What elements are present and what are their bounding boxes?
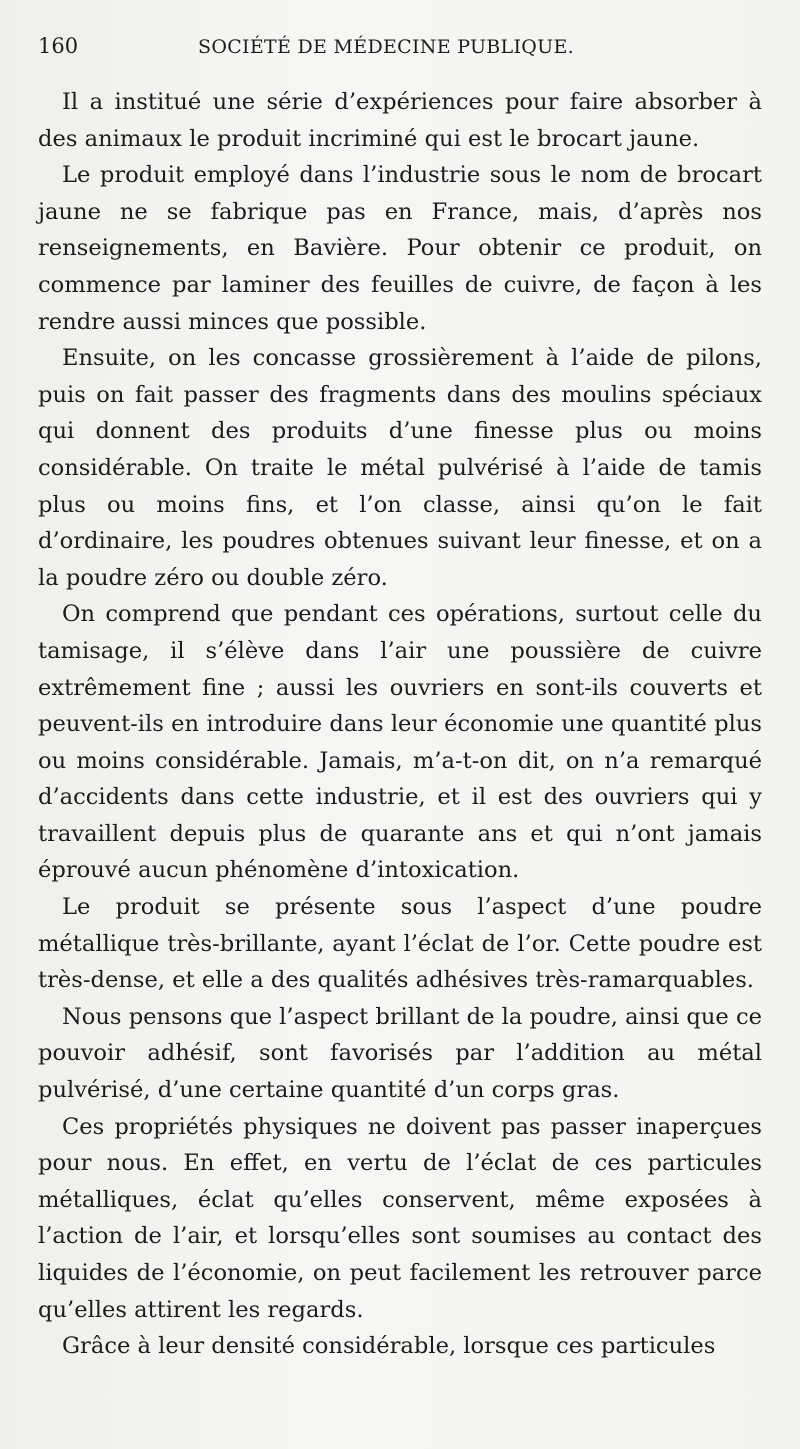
paragraph: Le produit se présente sous l’aspect d’une poudre métallique très-brillante, ayant l’éclat de l’or. Cette poudre est très-dense, et elle a des qualités adhésives très-ramarquables. [38, 894, 762, 994]
running-head [38, 34, 762, 72]
paragraph: Nous pensons que l’aspect brillant de la poudre, ainsi que ce pouvoir adhésif, sont favorisés par l’addition au métal pulvérisé, d’une certaine quantité d’un corps gras. [38, 1003, 762, 1104]
journal-title: SOCIÉTÉ DE MÉDECINE PUBLIQUE. [198, 36, 574, 58]
paragraph: Grâce à leur densité considérable, lorsque ces particules [62, 1333, 716, 1360]
paragraph: On comprend que pendant ces opérations, surtout celle du tamisage, il s’élève dans l’air une poussière de cuivre extrêmement fine ; aussi les ouvriers en sont-ils couverts et peuvent-ils en introduire dans leur économie une quantité plus ou moins considérable. Jamais, m’a-t-on dit, on n’a remarqué d’accidents dans cette industrie, et il est des ouvriers qui y travaillent depuis plus de quarante ans et qui n’ont jamais éprouvé aucun phénomène d’intoxication. [38, 601, 762, 884]
paragraph: Le produit employé dans l’industrie sous le nom de brocart jaune ne se fabrique pas en France, mais, d’après nos renseignements, en Bavière. Pour obtenir ce produit, on commence par laminer des feuilles de cuivre, de façon à les rendre aussi minces que possible. [38, 162, 762, 335]
page-number: 160 [38, 34, 79, 58]
body-text [38, 84, 762, 1365]
paragraph: Ces propriétés physiques ne doivent pas passer inaperçues pour nous. En effet, en vertu de l’éclat de ces particules métalliques, éclat qu’elles conservent, même exposées à l’action de l’air, et lorsqu’elles sont soumises au contact des liquides de l’économie, on peut facilement les retrouver parce qu’elles attirent les regards. [38, 1113, 762, 1323]
paragraph: Il a institué une série d’expériences pour faire absorber à des animaux le produit incriminé qui est le brocart jaune. [38, 89, 762, 152]
paragraph: Ensuite, on les concasse grossièrement à l’aide de pilons, puis on fait passer des fragments dans des moulins spéciaux qui donnent des produits d’une finesse plus ou moins considérable. On traite le métal pulvérisé à l’aide de tamis plus ou moins fins, et l’on classe, ainsi qu’on le fait d’ordinaire, les poudres obtenues suivant leur finesse, et on a la poudre zéro ou double zéro. [38, 345, 762, 591]
